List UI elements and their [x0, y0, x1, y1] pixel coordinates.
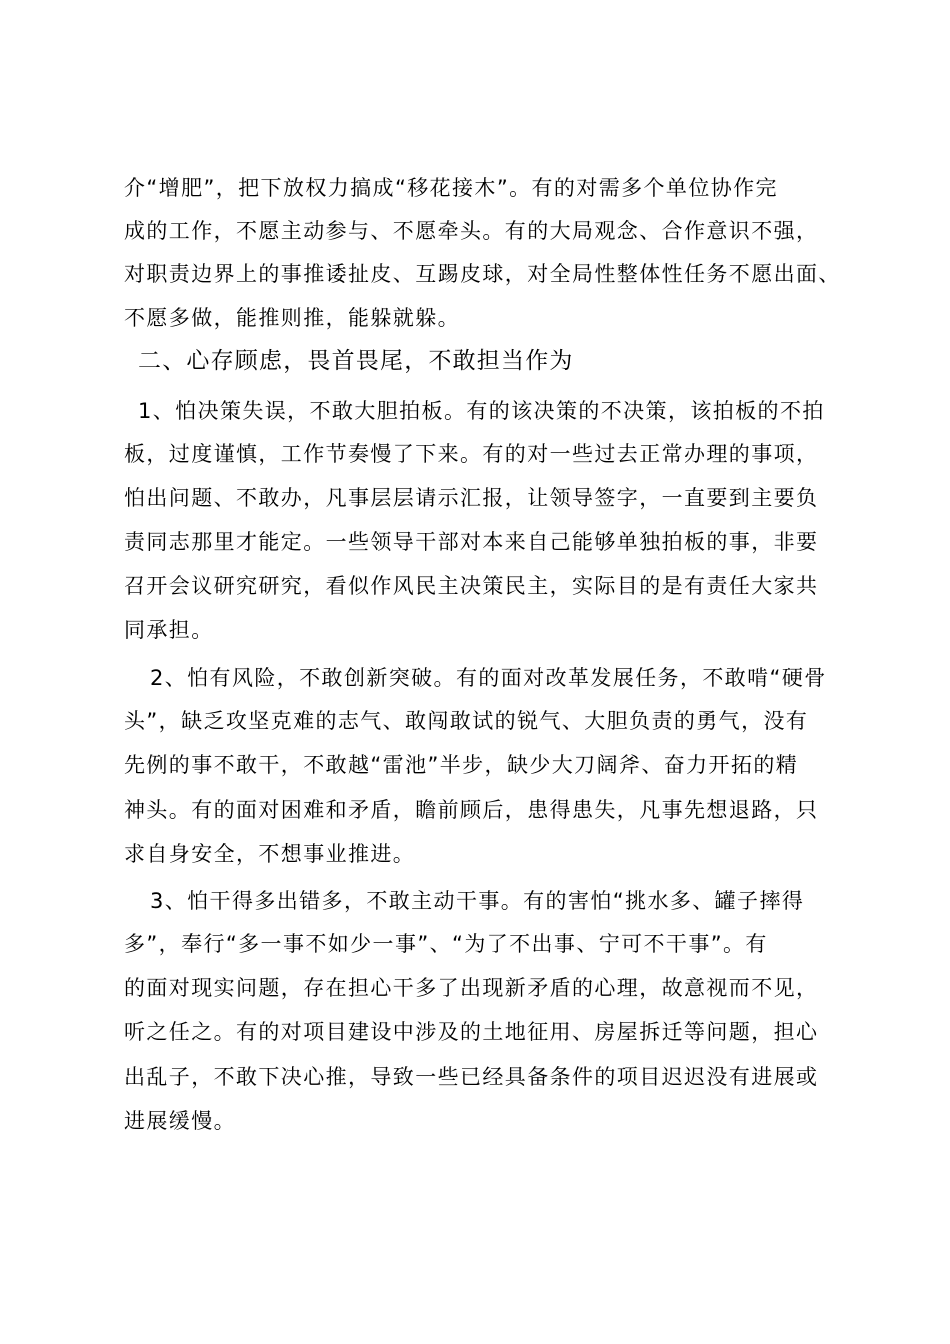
item-3-line: 3、怕干得多出错多，不敢主动干事。有的害怕“挑水多、罐子摔得: [150, 889, 805, 913]
item-1-line: 怕出问题、不敢办，凡事层层请示汇报，让领导签字，一直要到主要负: [124, 486, 819, 510]
item-2-line: 先例的事不敢干，不敢越“雷池”半步，缺少大刀阔斧、奋力开拓的精: [124, 753, 799, 777]
item-2-line: 神头。有的面对困难和矛盾，瞻前顾后，患得患失，凡事先想退路，只: [124, 798, 819, 822]
section-heading: 二、心存顾虑，畏首畏尾，不敢担当作为: [138, 348, 574, 374]
item-3-line: 出乱子，不敢下决心推，导致一些已经具备条件的项目迟迟没有进展或: [124, 1065, 819, 1089]
item-2-line: 2、怕有风险，不敢创新突破。有的面对改革发展任务，不敢啃“硬骨: [150, 666, 827, 690]
item-3-line: 听之任之。有的对项目建设中涉及的土地征用、房屋拆迁等问题，担心: [124, 1020, 819, 1044]
item-1-line: 1、怕决策失误，不敢大胆拍板。有的该决策的不决策，该拍板的不拍: [138, 399, 825, 423]
paragraph-line: 介“增肥”，把下放权力搞成“移花接木”。有的对需多个单位协作完: [124, 176, 778, 200]
paragraph-line: 不愿多做，能推则推，能躲就躲。: [124, 306, 460, 330]
item-1-line: 同承担。: [124, 618, 214, 642]
paragraph-line: 对职责边界上的事推诿扯皮、互踢皮球，对全局性整体性任务不愿出面、: [124, 262, 841, 286]
item-3-line: 的面对现实问题，存在担心干多了出现新矛盾的心理，故意视而不见，: [124, 976, 819, 1000]
item-1-line: 责同志那里才能定。一些领导干部对本来自己能够单独拍板的事，非要: [124, 530, 819, 554]
item-3-line: 进展缓慢。: [124, 1109, 236, 1133]
item-2-line: 头”，缺乏攻坚克难的志气、敢闯敢试的锐气、大胆负责的勇气，没有: [124, 709, 809, 733]
item-3-line: 多”，奉行“多一事不如少一事”、“为了不出事、宁可不干事”。有: [124, 932, 768, 956]
item-1-line: 召开会议研究研究，看似作风民主决策民主，实际目的是有责任大家共: [124, 574, 819, 598]
item-2-line: 求自身安全，不想事业推进。: [124, 842, 416, 866]
paragraph-line: 成的工作，不愿主动参与、不愿牵头。有的大局观念、合作意识不强，: [124, 219, 819, 243]
item-1-line: 板，过度谨慎，工作节奏慢了下来。有的对一些过去正常办理的事项，: [124, 442, 819, 466]
